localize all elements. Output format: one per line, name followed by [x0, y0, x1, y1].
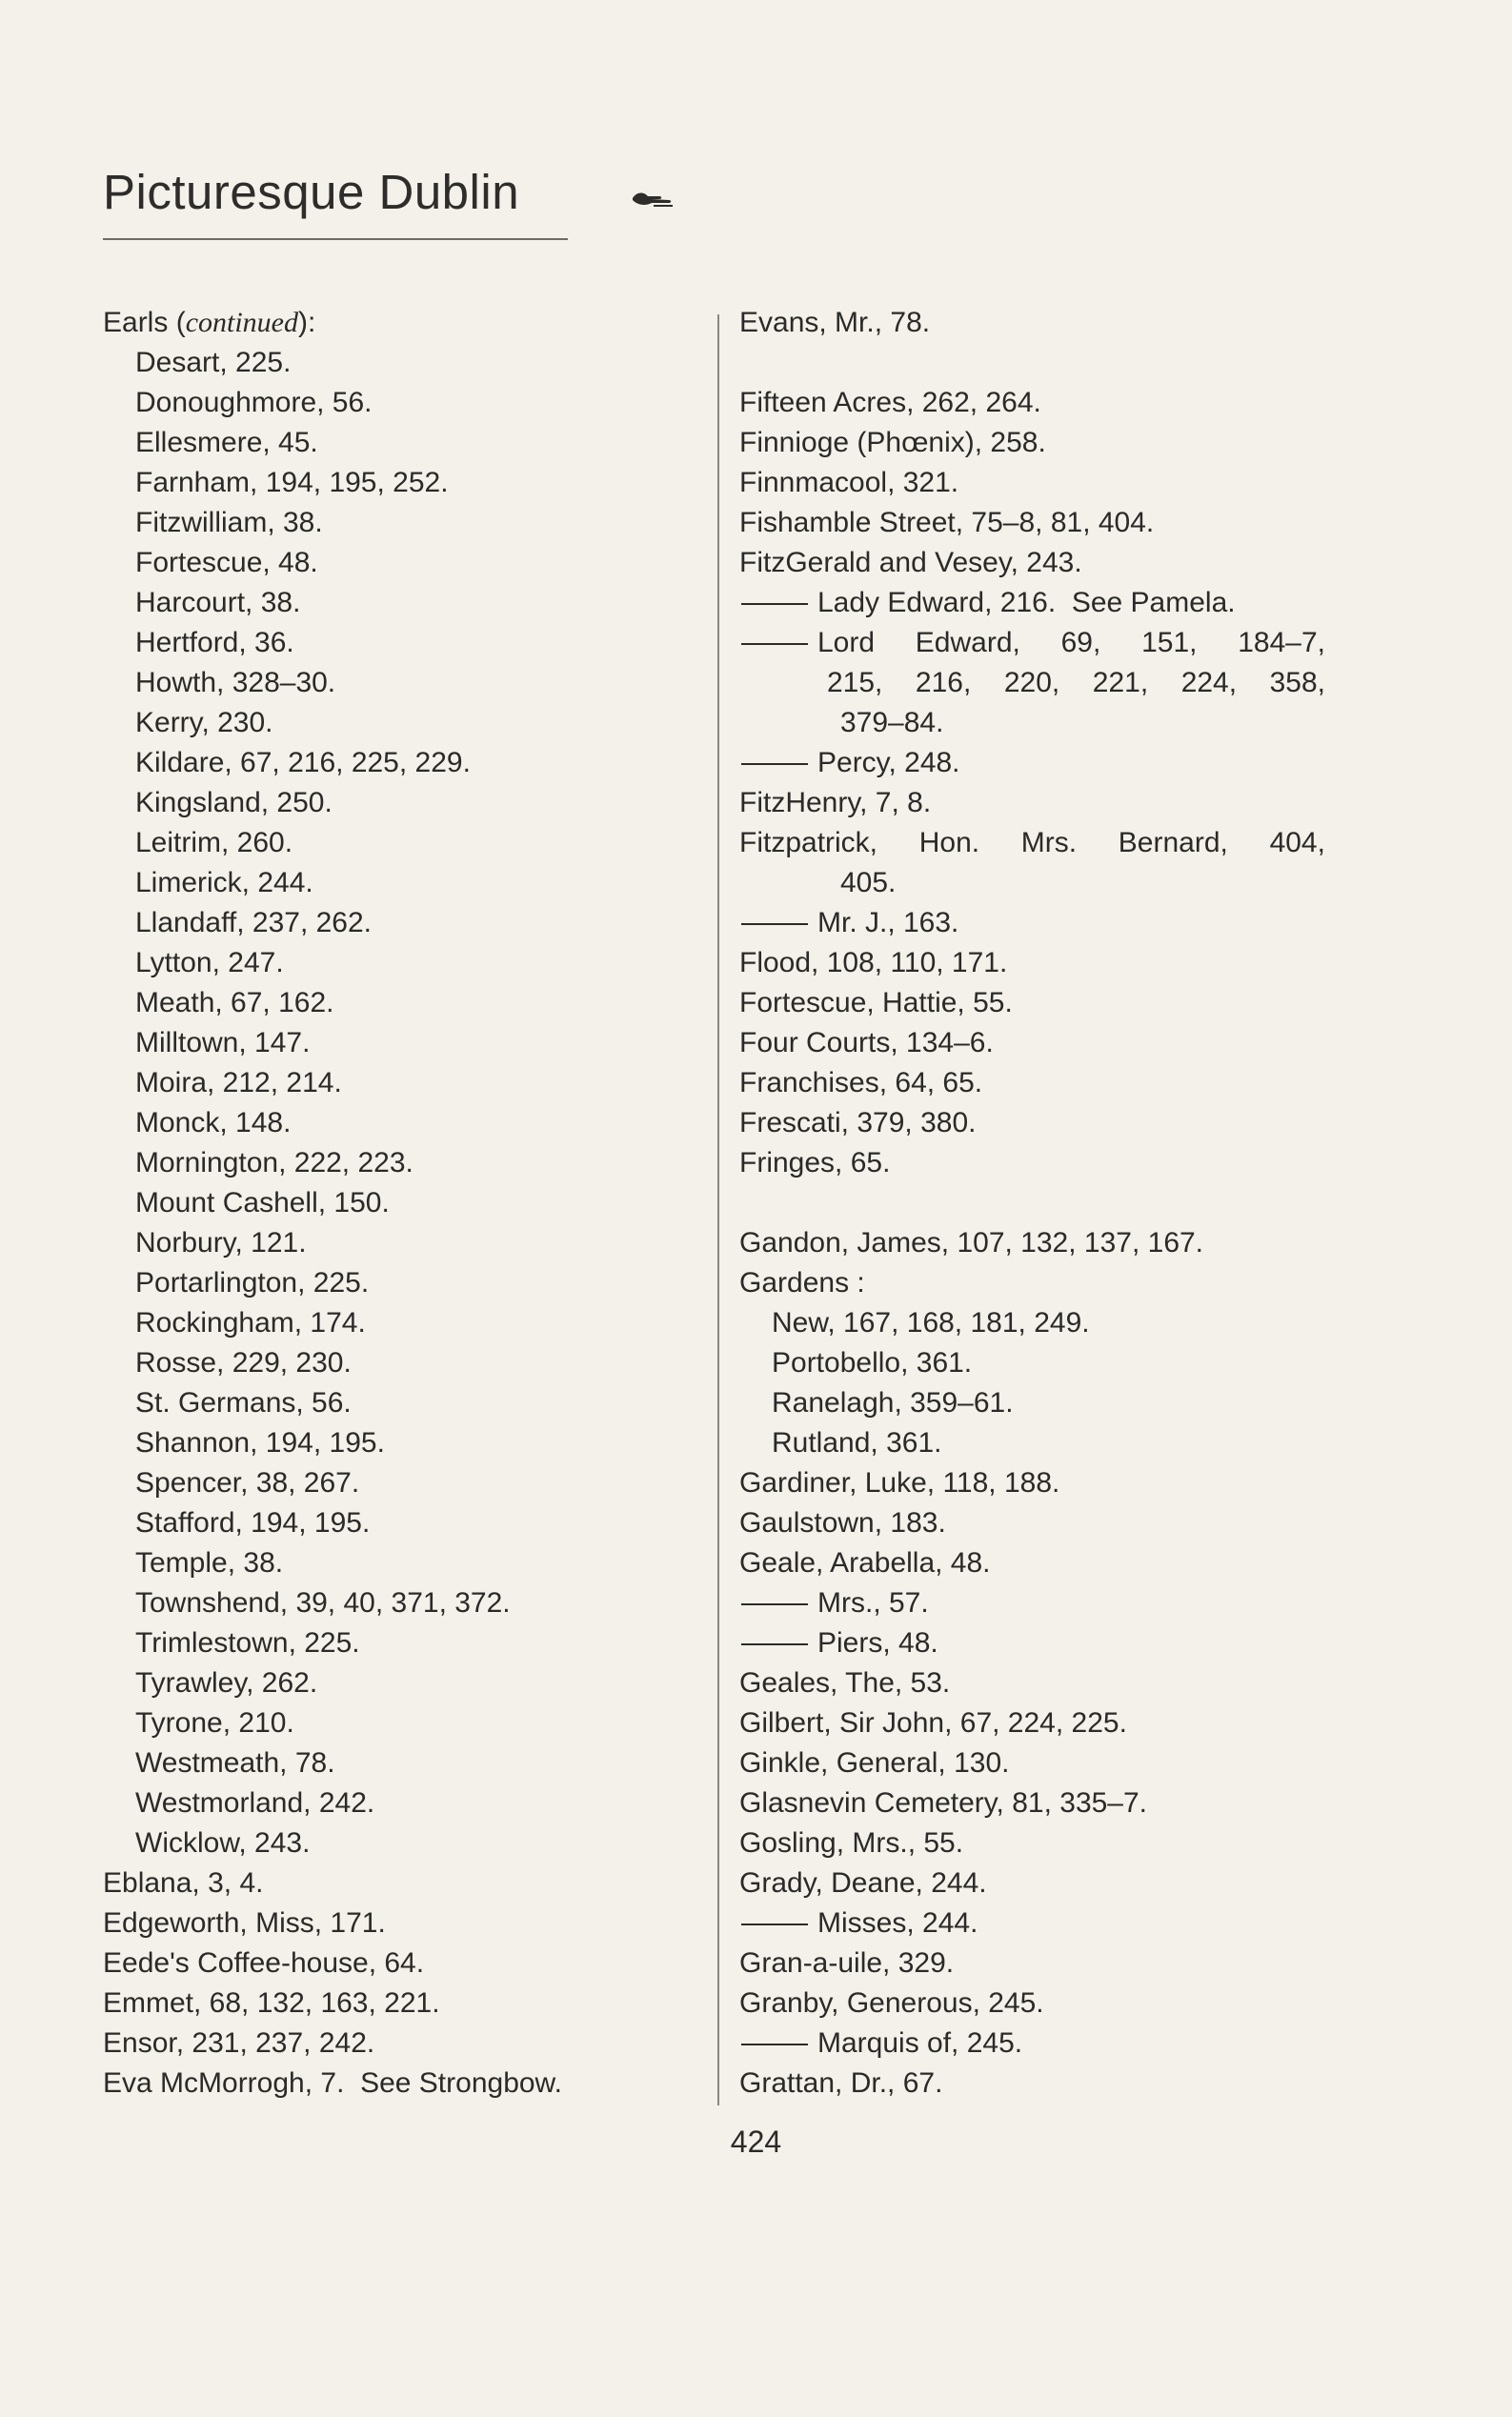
index-subentry: Marquis of, 245. — [739, 2024, 1349, 2064]
ditto-dash — [741, 1924, 808, 1925]
subentry: Trimlestown, 225. — [135, 1627, 360, 1659]
index-column-left — [103, 303, 713, 2104]
index-entry: Gardens : — [739, 1267, 865, 1299]
subentry: Meath, 67, 162. — [135, 987, 334, 1018]
subentry: Kingsland, 250. — [135, 787, 333, 818]
subentry: New, 167, 168, 181, 249. — [772, 1307, 1090, 1339]
subentry: Mount Cashell, 150. — [135, 1187, 390, 1219]
index-subentry: Misses, 244. — [739, 1903, 1349, 1944]
index-subentry: Percy, 248. — [739, 743, 1349, 783]
index-column-right — [739, 303, 1349, 2104]
section-gap — [739, 1183, 1349, 1223]
index-entry: Gran-a-uile, 329. — [739, 1947, 955, 1979]
subentry: Moira, 212, 214. — [135, 1067, 342, 1098]
header-rule — [103, 238, 568, 240]
index-entry: Granby, Generous, 245. — [739, 1987, 1044, 2019]
subentry: Westmorland, 242. — [135, 1787, 375, 1819]
index-entry: Ensor, 231, 237, 242. — [103, 2027, 375, 2059]
index-entry: Gaulstown, 183. — [739, 1507, 946, 1539]
index-entry: FitzHenry, 7, 8. — [739, 787, 932, 818]
index-entry: Eede's Coffee-house, 64. — [103, 1947, 425, 1979]
subentry: Limerick, 244. — [135, 867, 313, 898]
index-entry: Ginkle, General, 130. — [739, 1747, 1010, 1779]
index-entry: Fortescue, Hattie, 55. — [739, 987, 1013, 1018]
subentry: Rosse, 229, 230. — [135, 1347, 352, 1379]
pointing-hand-ornament-icon — [631, 189, 676, 210]
index-continuation: 405. — [840, 867, 897, 898]
subentry: Temple, 38. — [135, 1547, 284, 1579]
subentry: Milltown, 147. — [135, 1027, 311, 1058]
subentry: Mornington, 222, 223. — [135, 1147, 413, 1178]
subentry: Lytton, 247. — [135, 947, 284, 978]
subentry: Ellesmere, 45. — [135, 427, 318, 458]
index-entry: Glasnevin Cemetery, 81, 335–7. — [739, 1787, 1148, 1819]
subentry: Donoughmore, 56. — [135, 387, 373, 418]
index-entry: Finnioge (Phœnix), 258. — [739, 427, 1046, 458]
index-entry-earls: Earls (continued): — [103, 307, 316, 338]
subentry: St. Germans, 56. — [135, 1387, 352, 1419]
index-subentry: Mr. J., 163. — [739, 903, 1349, 943]
subentry: Shannon, 194, 195. — [135, 1427, 385, 1459]
index-entry: Eva McMorrogh, 7. See Strongbow. — [103, 2067, 562, 2099]
page-number: 424 — [730, 2125, 782, 2159]
index-entry: Gandon, James, 107, 132, 137, 167. — [739, 1227, 1204, 1259]
subentry: Tyrone, 210. — [135, 1707, 294, 1739]
subentry: Spencer, 38, 267. — [135, 1467, 360, 1499]
subentry: Ranelagh, 359–61. — [772, 1387, 1014, 1419]
ditto-dash — [741, 1643, 808, 1645]
index-entry: Emmet, 68, 132, 163, 221. — [103, 1987, 440, 2019]
subentry: Portobello, 361. — [772, 1347, 973, 1379]
index-subentry: Lord Edward, 69, 151, 184–7, — [739, 623, 1325, 663]
subentry: Tyrawley, 262. — [135, 1667, 318, 1699]
index-entry: Franchises, 64, 65. — [739, 1067, 983, 1098]
index-subentry: Lady Edward, 216. See Pamela. — [739, 583, 1349, 623]
subentry: Fitzwilliam, 38. — [135, 507, 323, 538]
index-entry: Four Courts, 134–6. — [739, 1027, 994, 1058]
subentry: Farnham, 194, 195, 252. — [135, 467, 449, 498]
index-entry: Frescati, 379, 380. — [739, 1107, 977, 1138]
index-entry: Fifteen Acres, 262, 264. — [739, 387, 1041, 418]
index-entry: Edgeworth, Miss, 171. — [103, 1907, 386, 1939]
running-head: Picturesque Dublin — [103, 165, 520, 219]
subentry: Harcourt, 38. — [135, 587, 301, 618]
ditto-dash — [741, 643, 808, 645]
index-entry: FitzGerald and Vesey, 243. — [739, 547, 1082, 578]
index-entry: Eblana, 3, 4. — [103, 1867, 264, 1899]
ditto-dash — [741, 603, 808, 605]
index-entry: Evans, Mr., 78. — [739, 307, 931, 338]
index-entry: Fringes, 65. — [739, 1147, 891, 1178]
ditto-dash — [741, 763, 808, 765]
index-entry: Grady, Deane, 244. — [739, 1867, 987, 1899]
subentry: Hertford, 36. — [135, 627, 294, 658]
subentry: Leitrim, 260. — [135, 827, 293, 858]
index-subentry: Piers, 48. — [739, 1623, 1349, 1663]
subentry: Stafford, 194, 195. — [135, 1507, 371, 1539]
subentry: Norbury, 121. — [135, 1227, 307, 1259]
index-entry: Geale, Arabella, 48. — [739, 1547, 991, 1579]
index-entry: Finnmacool, 321. — [739, 467, 959, 498]
subentry: Llandaff, 237, 262. — [135, 907, 372, 938]
subentry: Fortescue, 48. — [135, 547, 318, 578]
index-entry: Gardiner, Luke, 118, 188. — [739, 1467, 1060, 1499]
column-divider — [717, 314, 719, 2105]
index-continuation: 379–84. — [840, 707, 944, 738]
ditto-dash — [741, 1603, 808, 1605]
ditto-dash — [741, 2044, 808, 2045]
subentry: Townshend, 39, 40, 371, 372. — [135, 1587, 511, 1619]
index-entry: Fitzpatrick, Hon. Mrs. Bernard, 404, — [739, 827, 1325, 858]
index-entry: Fishamble Street, 75–8, 81, 404. — [739, 507, 1155, 538]
subentry: Rockingham, 174. — [135, 1307, 366, 1339]
ditto-dash — [741, 923, 808, 925]
subentry: Howth, 328–30. — [135, 667, 336, 698]
subentry: Rutland, 361. — [772, 1427, 942, 1459]
subentry: Monck, 148. — [135, 1107, 292, 1138]
index-entry: Grattan, Dr., 67. — [739, 2067, 943, 2099]
index-entry: Geales, The, 53. — [739, 1667, 951, 1699]
index-entry: Gosling, Mrs., 55. — [739, 1827, 964, 1859]
subentry: Desart, 225. — [135, 347, 292, 378]
index-subentry: Mrs., 57. — [739, 1583, 1349, 1623]
index-entry: Gilbert, Sir John, 67, 224, 225. — [739, 1707, 1127, 1739]
subentry: Kildare, 67, 216, 225, 229. — [135, 747, 471, 778]
section-gap — [739, 343, 1349, 383]
subentry: Kerry, 230. — [135, 707, 273, 738]
index-continuation: 215, 216, 220, 221, 224, 358, — [827, 667, 1325, 698]
index-entry: Flood, 108, 110, 171. — [739, 947, 1008, 978]
subentry: Portarlington, 225. — [135, 1267, 370, 1299]
subentry: Wicklow, 243. — [135, 1827, 311, 1859]
subentry: Westmeath, 78. — [135, 1747, 335, 1779]
